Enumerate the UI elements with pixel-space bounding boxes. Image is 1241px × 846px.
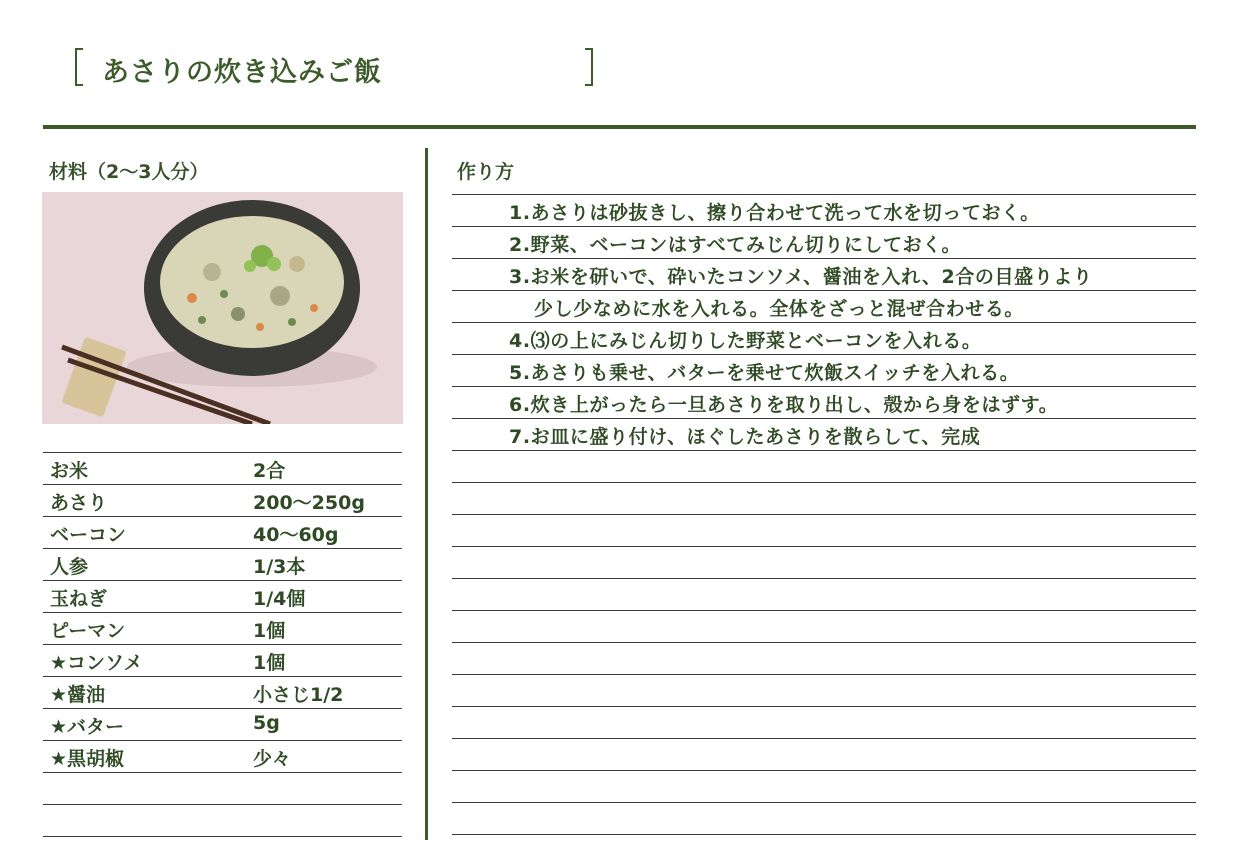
ingredient-name: ★醤油 [50, 684, 106, 706]
step-line [452, 770, 1196, 802]
ingredient-row [43, 772, 402, 804]
step-text: 7.お皿に盛り付け、ほぐしたあさりを散らして、完成 [509, 426, 981, 448]
step-line [452, 418, 1196, 450]
left-bracket [75, 48, 83, 86]
ingredient-name: 玉ねぎ [50, 588, 108, 610]
right-bracket [585, 48, 593, 86]
step-line [452, 706, 1196, 738]
ingredient-name: お米 [50, 460, 89, 482]
title-block [72, 48, 528, 90]
step-text: 少し少なめに水を入れる。全体をざっと混ぜ合わせる。 [534, 298, 1025, 320]
step-line [452, 738, 1196, 770]
ingredient-quantity: 40〜60g [253, 524, 339, 546]
step-text: 4.⑶の上にみじん切りした野菜とベーコンを入れる。 [509, 330, 982, 352]
step-line [452, 578, 1196, 610]
ingredients-heading: 材料（2〜3人分） [49, 161, 209, 183]
ingredient-row [43, 708, 402, 740]
ingredient-quantity: 1/3本 [253, 556, 306, 578]
step-line [452, 194, 1196, 226]
ingredient-row [43, 516, 402, 548]
ingredient-name: ★バター [50, 716, 125, 738]
steps-heading: 作り方 [457, 161, 515, 183]
ingredient-row [43, 644, 402, 676]
step-line [452, 450, 1196, 482]
recipe-title: あさりの炊き込みご飯 [102, 57, 382, 88]
ingredient-quantity: 200〜250g [253, 492, 365, 514]
ingredient-name: ピーマン [50, 620, 126, 642]
step-line [452, 642, 1196, 674]
ingredient-quantity: 小さじ1/2 [253, 684, 344, 706]
step-line [452, 322, 1196, 354]
step-text: 5.あさりも乗せ、バターを乗せて炊飯スイッチを入れる。 [509, 362, 1020, 384]
ingredient-row [43, 452, 402, 484]
ingredient-name: ★コンソメ [50, 652, 143, 674]
steps-list [452, 194, 1196, 835]
step-line [452, 226, 1196, 258]
ingredient-row [43, 484, 402, 516]
step-line [452, 514, 1196, 546]
step-text: 6.炊き上がったら一旦あさりを取り出し、殻から身をはずす。 [509, 394, 1059, 416]
ingredient-row [43, 676, 402, 708]
ingredient-name: ベーコン [50, 524, 127, 546]
ingredient-row [43, 580, 402, 612]
ingredient-quantity: 2合 [253, 460, 286, 482]
step-line [452, 482, 1196, 514]
step-text: 3.お米を研いで、砕いたコンソメ、醤油を入れ、2合の目盛りより [509, 266, 1093, 288]
header-rule [43, 125, 1196, 129]
step-line [452, 258, 1196, 290]
ingredient-row [43, 548, 402, 580]
ingredient-row [43, 804, 402, 837]
step-line [452, 802, 1196, 835]
step-line [452, 546, 1196, 578]
ingredient-row [43, 612, 402, 644]
rice-bowl-photo [42, 192, 403, 424]
step-line [452, 354, 1196, 386]
step-text: 1.あさりは砂抜きし、擦り合わせて洗って水を切っておく。 [509, 202, 1040, 224]
step-line [452, 386, 1196, 418]
ingredient-row [43, 740, 402, 772]
column-divider [425, 148, 428, 840]
ingredient-quantity: 5g [253, 712, 280, 734]
step-text: 2.野菜、ベーコンはすべてみじん切りにしておく。 [509, 234, 962, 256]
ingredient-name: 人参 [50, 556, 89, 578]
step-line [452, 610, 1196, 642]
ingredients-table [43, 452, 402, 837]
step-line [452, 290, 1196, 322]
ingredient-name: あさり [50, 492, 108, 514]
ingredient-quantity: 1/4個 [253, 588, 306, 610]
step-line [452, 674, 1196, 706]
ingredient-quantity: 1個 [253, 652, 286, 674]
ingredient-quantity: 1個 [253, 620, 286, 642]
ingredient-name: ★黒胡椒 [50, 748, 125, 770]
ingredient-quantity: 少々 [253, 748, 292, 770]
